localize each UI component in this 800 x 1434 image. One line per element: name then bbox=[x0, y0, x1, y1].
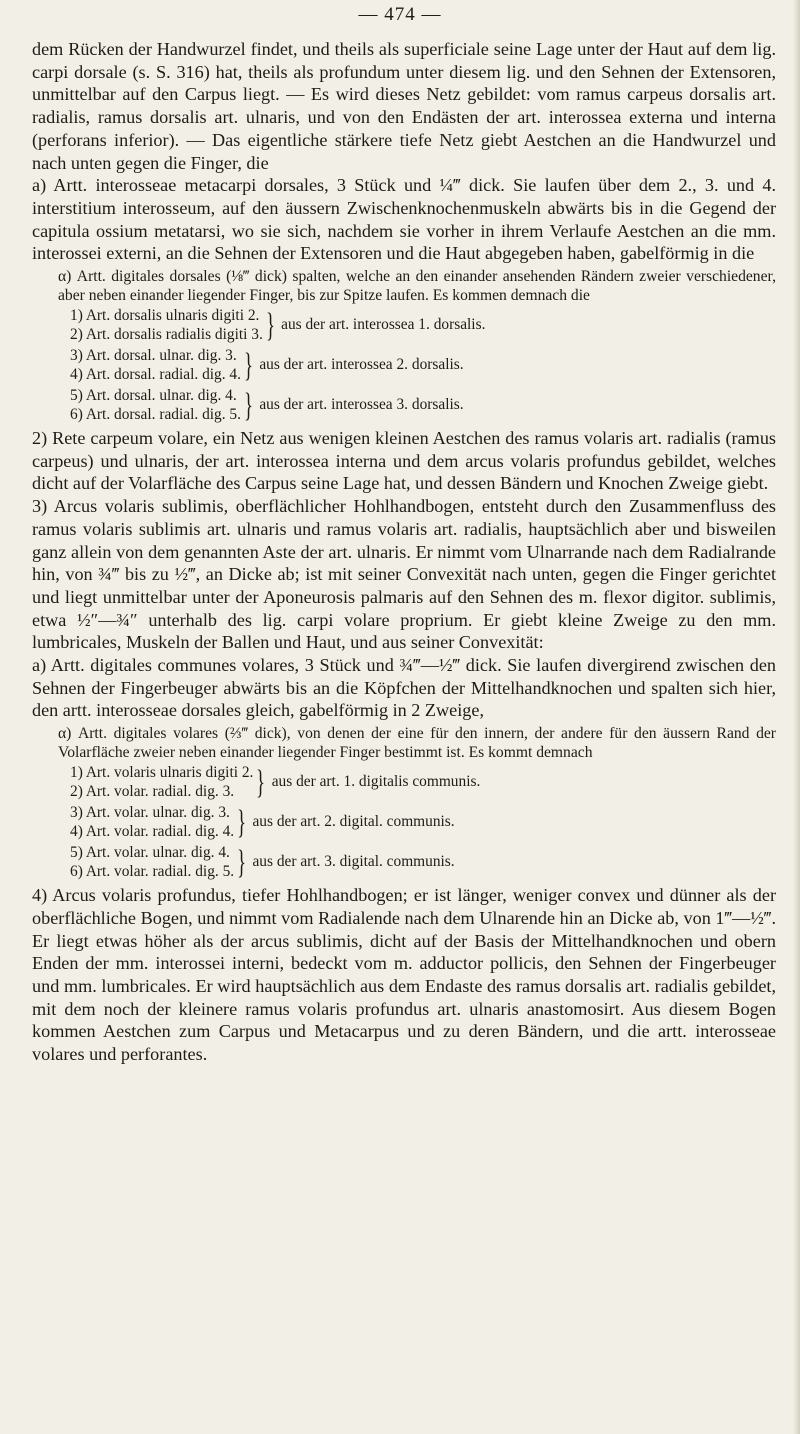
volar-branch-group bbox=[32, 844, 776, 881]
artt-digitales-communes-paragraph: a) Artt. digitales communes volares, 3 Stück und ¾‴—½‴ dick. Sie laufen divergirend zwischen den Sehnen der Fingerbeuger abwärts bis an die Köpfchen der Mittelhandknochen und spalten sich hier, den artt. interosseae dorsales gleich, gabelförmig in 2 Zweige, bbox=[32, 655, 776, 721]
brace-glyph: } bbox=[237, 803, 247, 841]
brace-glyph: } bbox=[265, 306, 275, 344]
branch-origin: aus der art. interossea 2. dorsalis. bbox=[259, 356, 464, 374]
branch-line: 1) Art. volaris ulnaris digiti 2. bbox=[70, 764, 254, 782]
branch-line: 6) Art. volar. radial. dig. 5. bbox=[70, 862, 235, 880]
arcus-volaris-sublimis-paragraph: 3) Arcus volaris sublimis, oberflächlicher Hohlhandbogen, entsteht durch den Zusammenfluss des ramus volaris sublimis art. ulnaris und ramus volaris art. radialis, hauptsächlich aber und bisweilen ganz allein von dem genannten Aste der art. ulnaris. Er nimmt vom Ulnarrande nach dem Radialrande hin, von ¾‴ bis zu ½‴, an Dicke ab; ist mit seiner Convexität nach unten, gegen die Finger gerichtet und liegt unmittelbar unter der Aponeurosis palmaris auf den Sehnen des m. flexor digitor. sublimis, etwa ½″—¾″ unterhalb des lig. carpi volare proprium. Er giebt kleine Zweige zu den mm. lumbricales, Muskeln der Ballen und Haut, und aus seiner Convexität: bbox=[32, 496, 776, 653]
volar-branch-group bbox=[32, 764, 776, 801]
branch-line: 4) Art. dorsal. radial. dig. 4. bbox=[70, 365, 241, 383]
branch-line: 3) Art. volar. ulnar. dig. 3. bbox=[70, 804, 230, 822]
artt-interosseae-dorsales-paragraph: a) Artt. interosseae metacarpi dorsales, 3 Stück und ¼‴ dick. Sie laufen über dem 2., 3. und 4. interstitium interosseum, auf den äussern Zwischenknochenmuskeln abwärts bis in die Gegend der capitula ossium metatarsi, wo sie sich, nachdem sie vorher in ihrem Verlaufe Aestchen an die mm. interossei externi, an die Sehnen der Extensoren und die Haut abgegeben haben, gabelförmig in die bbox=[32, 175, 776, 264]
branch-line: 3) Art. dorsal. ulnar. dig. 3. bbox=[70, 347, 237, 365]
branch-origin: aus der art. 2. digital. communis. bbox=[252, 813, 455, 831]
rete-carpeum-volare-paragraph: 2) Rete carpeum volare, ein Netz aus wenigen kleinen Aestchen des ramus volaris art. radialis (ramus carpeus) und ulnaris, der art. interossea interna und dem arcus volaris profundus gebildet, welches dicht auf der Volarfläche des Carpus seine Lage hat, und dessen Bändern und Knochen Zweige giebt. bbox=[32, 428, 776, 494]
branch-line: 6) Art. dorsal. radial. dig. 5. bbox=[70, 405, 241, 423]
page-number: — 474 — bbox=[358, 4, 442, 25]
branch-line: 4) Art. volar. radial. dig. 4. bbox=[70, 822, 235, 840]
branch-line: 2) Art. dorsalis radialis digiti 3. bbox=[70, 325, 263, 343]
artt-digitales-dorsales-note: α) Artt. digitales dorsales (⅛‴ dick) spalten, welche an den einander ansehenden Rändern zweier verschiedener, aber neben einander liegender Finger, bis zur Spitze laufen. Es kommen demnach die bbox=[58, 268, 776, 305]
dorsal-branch-group bbox=[32, 347, 776, 384]
page-body bbox=[32, 38, 776, 1066]
brace-glyph: } bbox=[243, 386, 253, 424]
volar-branch-group bbox=[32, 804, 776, 841]
arcus-volaris-profundus-paragraph: 4) Arcus volaris profundus, tiefer Hohlhandbogen; er ist länger, weniger convex und dünner als der oberflächliche Bogen, und nimmt vom Radialende nach dem Ulnarende hin an Dicke ab, von 1‴—½‴. Er liegt etwas höher als der arcus sublimis, dicht auf der Basis der Mittelhandknochen und obern Enden der mm. interossei interni, bedeckt vom m. adductor pollicis, den Sehnen der Fingerbeuger und mm. lumbricales. Er wird hauptsächlich aus dem Endaste des ramus dorsalis art. radialis gebildet, mit dem noch der kleinere ramus volaris profundus art. ulnaris anastomosirt. Aus diesem Bogen kommen Aestchen zum Carpus und Metacarpus und zu deren Bändern, und die artt. interosseae volares und perforantes. bbox=[32, 885, 776, 1065]
artt-digitales-volares-note: α) Artt. digitales volares (⅔‴ dick), von denen der eine für den innern, der andere für den äussern Rand der Volarfläche zweier neben einander liegender Finger bestimmt ist. Es kommt demnach bbox=[58, 725, 776, 762]
branch-origin: aus der art. interossea 1. dorsalis. bbox=[281, 316, 486, 334]
branch-origin: aus der art. 3. digital. communis. bbox=[252, 853, 455, 871]
branch-line: 5) Art. dorsal. ulnar. dig. 4. bbox=[70, 387, 237, 405]
branch-line: 1) Art. dorsalis ulnaris digiti 2. bbox=[70, 307, 260, 325]
branch-origin: aus der art. 1. digitalis communis. bbox=[271, 773, 481, 791]
brace-glyph: } bbox=[237, 843, 247, 881]
dorsal-branch-group bbox=[32, 387, 776, 424]
page-edge-shadow bbox=[793, 0, 800, 1434]
intro-paragraph: dem Rücken der Handwurzel findet, und theils als superficiale seine Lage unter der Haut auf dem lig. carpi dorsale (s. S. 316) hat, theils als profundum unter diesem lig. und den Sehnen der Extensoren, unmittelbar auf den Carpus liegt. — Es wird dieses Netz gebildet: vom ramus carpeus dorsalis art. radialis, ramus dorsalis art. ulnaris, und von den Endästen der art. interossea externa und interna (perforans inferior). — Das eigentliche stärkere tiefe Netz giebt Aestchen an die Handwurzel und nach unten gegen die Finger, die bbox=[32, 39, 776, 173]
branch-origin: aus der art. interossea 3. dorsalis. bbox=[259, 396, 464, 414]
brace-glyph: } bbox=[256, 763, 266, 801]
branch-line: 5) Art. volar. ulnar. dig. 4. bbox=[70, 844, 230, 862]
branch-line: 2) Art. volar. radial. dig. 3. bbox=[70, 782, 235, 800]
brace-glyph: } bbox=[243, 346, 253, 384]
dorsal-branch-group bbox=[32, 307, 776, 344]
